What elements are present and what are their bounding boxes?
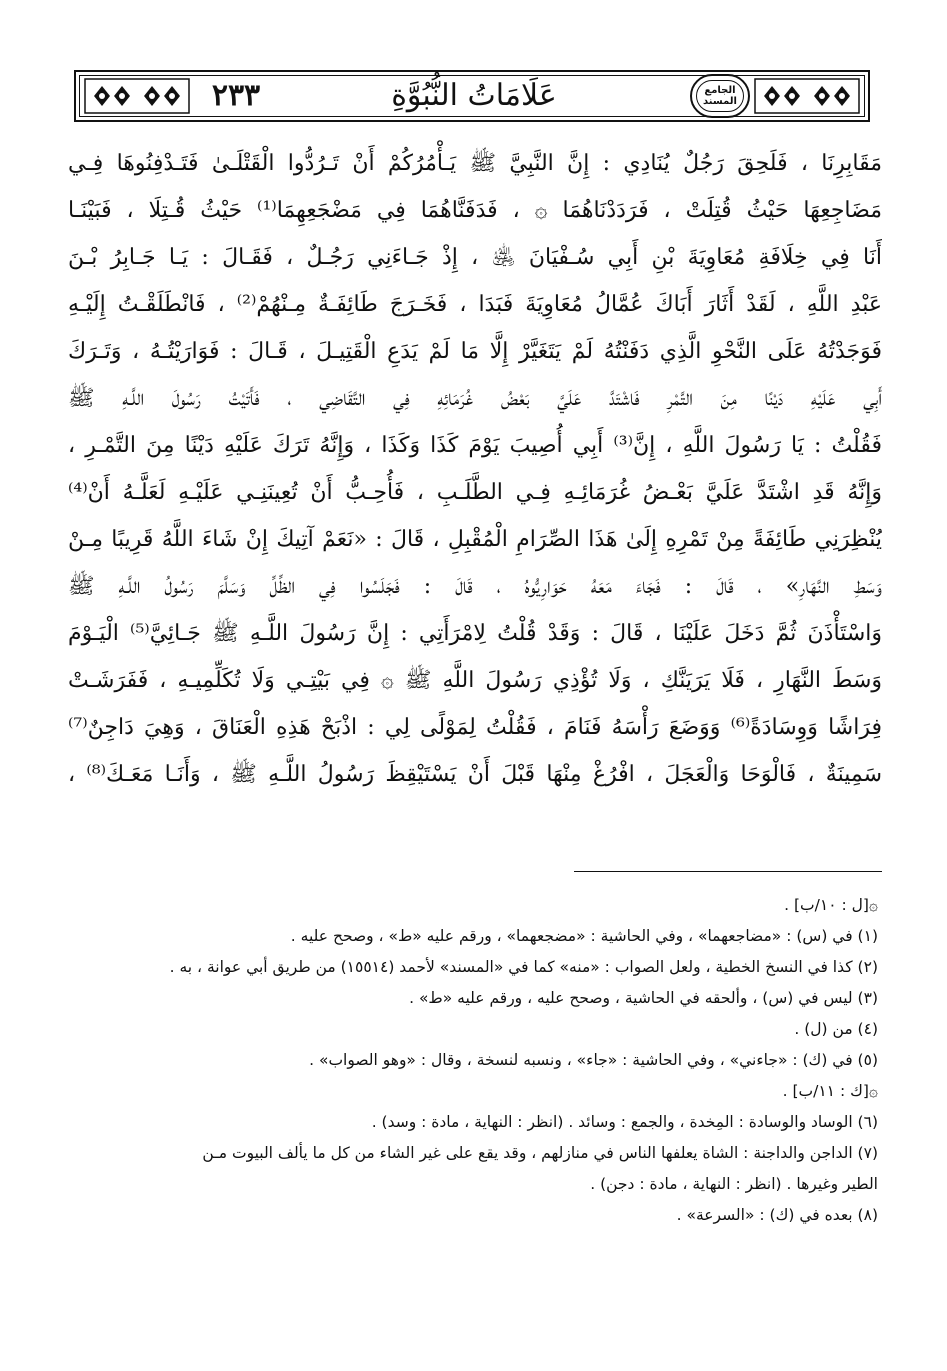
text-line: فَوَجَدْتُهُ عَلَى النَّحْوِ الَّذِي دَفَنْتُهُ لَمْ يَتَغَيَّرْ إِلَّا مَا لَمْ يَدَعِ الْقَتِيـلَ ، قَـالَ : فَوَارَيْتُـهُ ، وَتَـرَكَ bbox=[68, 339, 882, 364]
text-line: عَبْدِ اللَّهِ ، لَقَدْ أَثَارَ أَبَاكَ عُمَّالُ مُعَاوِيَةَ فَبَدَا ، فَخَـرَجَ طَائِفَـةٌ مِـنْهُمْ⁽²⁾ ، فَانْطَلَقْـتُ إِلَيْـهِ bbox=[68, 292, 882, 317]
footnote: (٧) الداجن والداجنة : الشاة يعلفها الناس في منازلهم ، وقد يقع على غير الشاء من كل ما يألف البيوت مـن bbox=[202, 1144, 878, 1162]
text-line: وَإِنَّهُ قَدِ اشْتَدَّ عَلَيَّ بَعْـضُ غُرَمَائِـهِ فِـي الطَّلَـبِ ، فَأُحِـبُّ أَنْ تُعِينَنِـي عَلَيْـهِ لَعَلَّـهُ أَنْ⁽⁴⁾ bbox=[68, 480, 882, 505]
footnote: ۞[ل : ١٠/ب] . bbox=[784, 896, 878, 914]
footnote: (٢) كذا في النسخ الخطية ، ولعل الصواب : «منه» كما في «المسند» لأحمد (١٥٥١٤) من طريق أبي عوانة ، به . bbox=[169, 958, 878, 976]
text-line: أَنَا فِي خِلَافَةِ مُعَاوِيَةَ بْنِ أَبِي سُـفْيَانَ ﵁ ، إِذْ جَـاءَنِي رَجُـلٌ ، فَقَـالَ : يَـا جَـابِرُ بْـنَ bbox=[68, 245, 882, 270]
ornament-left-icon bbox=[84, 78, 190, 114]
footnotes bbox=[68, 890, 878, 1231]
ornament-right-icon bbox=[754, 78, 860, 114]
footnote: (٤) من (ل) . bbox=[794, 1020, 878, 1038]
publisher-emblem-icon bbox=[690, 74, 750, 118]
footnote: (٨) بعده في (ك) : «السرعة» . bbox=[676, 1206, 878, 1224]
footnote: ۞[ك : ١١/ب] . bbox=[782, 1082, 878, 1100]
emblem-text: الجامع المسند bbox=[703, 85, 737, 107]
footnote-separator bbox=[574, 871, 882, 872]
main-text bbox=[68, 140, 882, 798]
footnote: (٣) ليس في (س) ، وألحقه في الحاشية ، وصحح عليه ، ورقم عليه «ط» . bbox=[409, 989, 878, 1007]
footnote: (٦) الوساد والوسادة : المِخدة ، والجمع : وسائد . (انظر : النهاية ، مادة : وسد) . bbox=[371, 1113, 878, 1131]
page-number: ٢٣٣ bbox=[211, 78, 261, 113]
text-line: أَبِي عَلَيْهِ دَيْنًا مِنَ التَّمْرِ فَاشْتَدَّ عَلَيَّ بَعْضُ غُرَمَائِهِ فِي التَّقَاضِي ، فَأَتَيْتُ رَسُولَ اللَّـهِ ﷺ bbox=[68, 386, 882, 411]
text-line: فِرَاشًا وَوِسَادَةً⁽⁶⁾ وَوَضَعَ رَأْسَهُ فَنَامَ ، فَقُلْتُ لِمَوْلًى لِي : اذْبَحْ هَذِهِ الْعَنَاقَ ، وَهِيَ دَاجِنٌ⁽⁷⁾ bbox=[68, 715, 882, 740]
text-line: مَقَابِرِنَا ، فَلَحِقَ رَجُلٌ يُنَادِي : إِنَّ النَّبِيَّ ﷺ يَـأْمُرُكُمْ أَنْ تَـرُدُّوا الْقَتْلَـىٰ فَتَـدْفِنُوهَا فِـي bbox=[68, 151, 882, 176]
text-line: مَضَاجِعِهَا حَيْثُ قُتِلَتْ ، فَرَدَدْنَاهُمَا ۞ ، فَدَفَنَّاهُمَا فِي مَضْجَعِهِمَا⁽¹⁾ حَيْثُ قُـتِلَا ، فَبَيْنَـا bbox=[68, 198, 882, 223]
running-title: عَلَامَاتُ النُّبُوَّةِ bbox=[391, 78, 557, 113]
footnote: (٥) في (ك) : «جاءني» ، وفي الحاشية : «جاء» ، ونسبه لنسخة ، وقال : «وهو الصواب» . bbox=[309, 1051, 878, 1069]
text-line: وَاسْتَأْذَنَ ثُمَّ دَخَلَ عَلَيْنَا ، قَالَ : وَقَدْ قُلْتُ لِامْرَأَتِي : إِنَّ رَسُولَ اللَّـهِ ﷺ جَـائِيَّ⁽⁵⁾ الْيَـوْمَ bbox=[68, 621, 882, 646]
text-line: يُنْظِرَنِي طَائِفَةً مِنْ تَمْرِهِ إِلَىٰ هَذَا الصِّرَامِ الْمُقْبِلِ ، قَالَ : «نَعَمْ آتِيكَ إِنْ شَاءَ اللَّهُ قَرِيبًا مِـنْ bbox=[68, 527, 882, 552]
text-line: فَقُلْتُ : يَا رَسُولَ اللَّهِ ، إِنَّ⁽³⁾ أَبِي أُصِيبَ يَوْمَ كَذَا وَكَذَا ، وَإِنَّهُ تَرَكَ عَلَيْهِ دَيْنًا مِنَ التَّمْـرِ ، bbox=[68, 433, 882, 458]
footnote: الطير وغيرها . (انظر : النهاية ، مادة : دجن) . bbox=[590, 1175, 878, 1193]
page-header bbox=[74, 70, 870, 122]
text-line: وَسَطِ النَّهَارِ» ، قَالَ : فَجَاءَ مَعَهُ حَوَارِيُّوهُ ، قَالَ : فَجَلَسُوا فِي الظِّلِّ وَسَلَّمَ رَسُولُ اللَّـهِ ﷺ bbox=[68, 574, 882, 599]
footnote: (١) في (س) : «مضاجعهما» ، وفي الحاشية : «مضجعهما» ، ورقم عليه «ط» ، وصحح عليه . bbox=[290, 927, 878, 945]
text-line: سَمِينَةٌ ، فَالْوَحَا وَالْعَجَلَ ، افْرُغْ مِنْهَا قَبْلَ أَنْ يَسْتَيْقِظَ رَسُولُ اللَّـهِ ﷺ ، وَأَنَـا مَعَـكَ⁽⁸⁾ ، bbox=[68, 762, 882, 787]
text-line: وَسَطَ النَّهَارِ ، فَلَا يَرَيَنَّكِ ، وَلَا تُؤْذِي رَسُولَ اللَّهِ ﷺ ۞ فِي بَيْتِـي وَلَا تُكَلِّمِيـهِ ، فَفَرَشَـتْ bbox=[68, 668, 882, 693]
